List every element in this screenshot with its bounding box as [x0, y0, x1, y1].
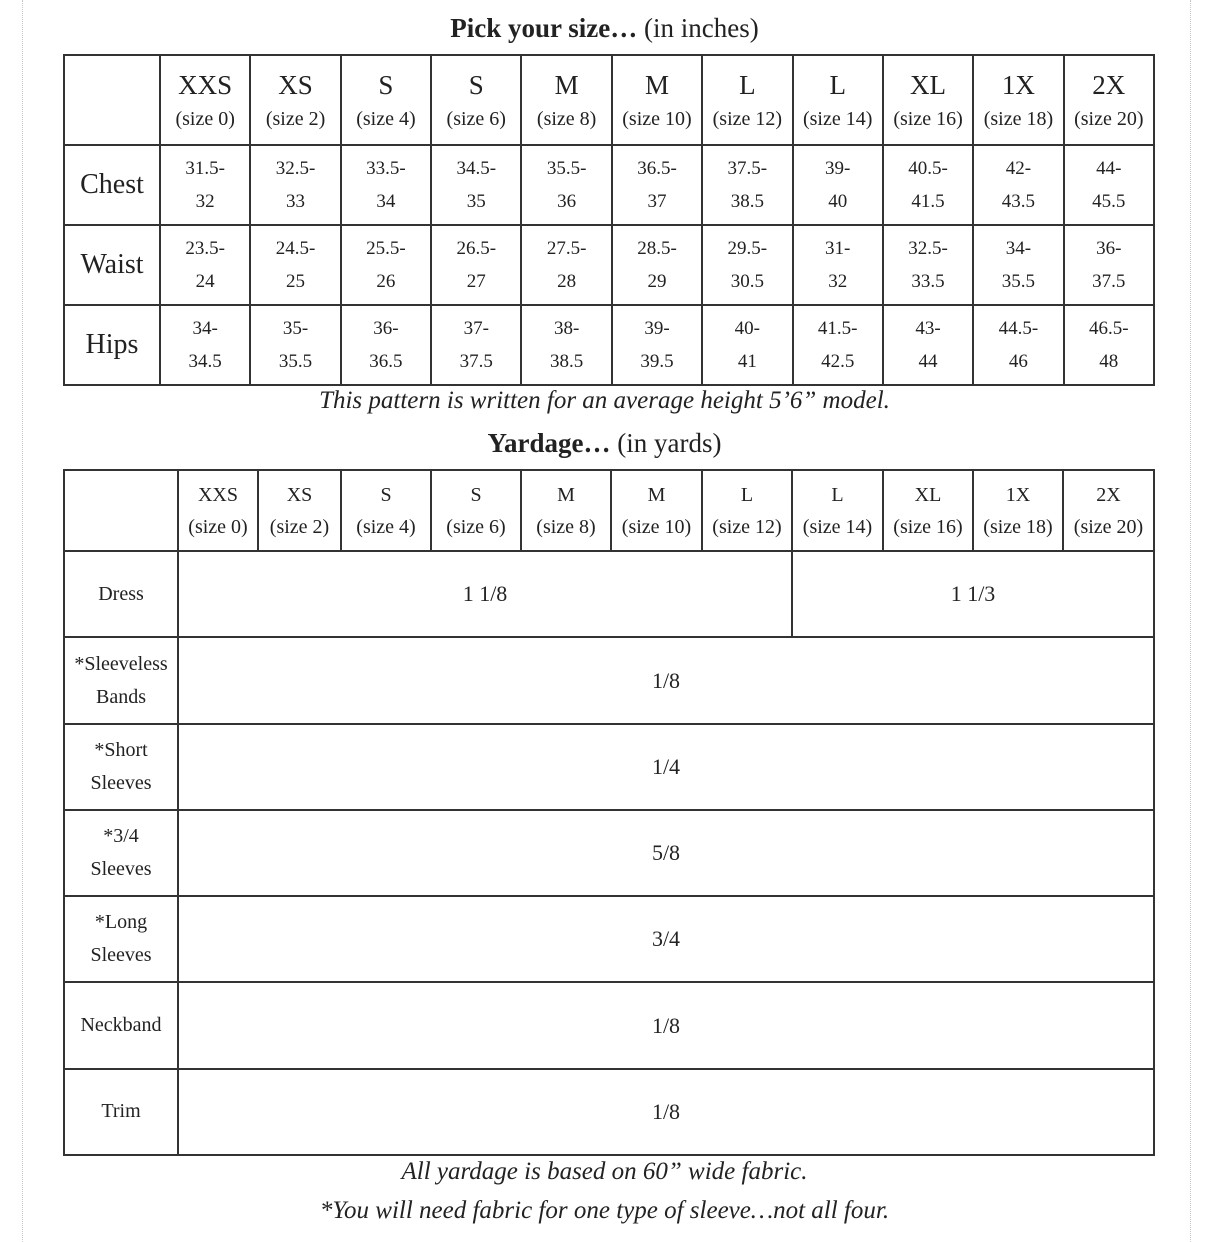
yardage-row-label-line: *Long [94, 911, 148, 934]
measurement-cell [702, 305, 792, 385]
yardage-note-fabric-width: All yardage is based on 60” wide fabric. [401, 1158, 808, 1185]
yardage-size-header-cell [431, 470, 521, 551]
measurement-cell [160, 305, 250, 385]
size-number: (size 14) [802, 108, 873, 130]
size-header-cell [973, 55, 1063, 145]
measurement-from: 39- [644, 318, 670, 339]
size-letter: XS [286, 483, 313, 506]
measurement-cell [250, 305, 340, 385]
measurement-to: 30.5 [730, 271, 764, 292]
size-header-cell [250, 55, 340, 145]
measurement-to: 35.5 [278, 351, 313, 372]
yardage-row [64, 637, 1154, 723]
yardage-size-header-cell [521, 470, 611, 551]
yardage-row-label-line: *3/4 [103, 825, 139, 848]
yardage-row [64, 724, 1154, 810]
measurement-to: 46 [1008, 351, 1028, 372]
measurement-cell [793, 145, 883, 225]
yardage-size-header-cell [258, 470, 341, 551]
measurement-from: 42- [1005, 158, 1032, 179]
measurement-to: 37 [647, 191, 667, 212]
measurement-from: 25.5- [366, 238, 406, 259]
measurement-cell [793, 225, 883, 305]
measurement-to: 39.5 [640, 351, 674, 372]
measurement-cell [160, 145, 250, 225]
size-letter: L [740, 483, 754, 506]
measurement-label: Chest [64, 145, 160, 225]
measurement-cell [612, 305, 702, 385]
measurement-to: 29 [647, 271, 667, 292]
measurement-from: 46.5- [1088, 318, 1129, 339]
measurement-to: 41.5 [911, 191, 945, 212]
yardage-row-label [64, 982, 178, 1068]
measurement-from: 24.5- [275, 238, 316, 259]
size-letter: L [829, 70, 846, 100]
yardage-row-label [64, 896, 178, 982]
size-letter: S [468, 70, 484, 100]
measurement-from: 44.5- [998, 318, 1039, 339]
measurement-cell [612, 145, 702, 225]
size-letter: XL [910, 70, 947, 100]
size-letter: M [557, 483, 575, 506]
measurement-to: 33 [286, 191, 306, 212]
size-chart-title [0, 13, 1209, 43]
measurement-from: 34- [1005, 238, 1032, 259]
measurement-cell [1064, 225, 1154, 305]
measurement-cell [160, 225, 250, 305]
size-number: (size 12) [712, 515, 782, 538]
measurement-cell [1064, 305, 1154, 385]
yardage-row-label [64, 1069, 178, 1155]
measurement-label: Waist [64, 225, 160, 305]
measurement-cell [973, 225, 1063, 305]
yardage-row-label-line: Neckband [80, 1014, 162, 1037]
yardage-table [63, 469, 1155, 1156]
size-letter: XS [278, 70, 313, 100]
left-page-edge [22, 0, 23, 1242]
size-chart-note: This pattern is written for an average height 5’6” model. [319, 387, 890, 414]
measurement-cell [341, 225, 431, 305]
yardage-row-label-line: Trim [101, 1100, 141, 1123]
size-number: (size 12) [712, 108, 783, 130]
size-letter: L [739, 70, 756, 100]
yardage-row-label-line: Sleeves [90, 944, 152, 967]
measurement-to: 38.5 [730, 191, 764, 212]
yardage-title [0, 428, 1209, 458]
size-letter: 2X [1092, 70, 1126, 100]
yardage-row-label [64, 724, 178, 810]
measurement-cell [883, 225, 973, 305]
yardage-size-header-cell [1063, 470, 1154, 551]
measurement-cell [702, 225, 792, 305]
measurement-cell [793, 305, 883, 385]
size-number: (size 18) [983, 515, 1053, 538]
yardage-row [64, 982, 1154, 1068]
size-chart-table [63, 54, 1155, 386]
measurement-from: 26.5- [456, 238, 497, 259]
yardage-size-header-cell [973, 470, 1063, 551]
yardage-row-label-line: Sleeves [90, 771, 152, 794]
size-header-cell [1064, 55, 1154, 145]
measurement-from: 31.5- [185, 158, 225, 179]
yardage-amount: 1/8 [178, 982, 1154, 1068]
size-letter: S [470, 483, 482, 506]
measurement-from: 29.5- [727, 238, 768, 259]
size-number: (size 20) [1073, 515, 1144, 538]
measurement-from: 40.5- [908, 158, 948, 179]
yardage-row-label-line: Bands [96, 685, 146, 708]
measurement-cell [431, 305, 521, 385]
measurement-to: 25 [286, 271, 306, 292]
size-letter: M [647, 483, 666, 506]
size-letter: S [380, 483, 392, 506]
size-letter: XXS [197, 483, 238, 506]
yardage-size-header-cell [702, 470, 792, 551]
yardage-amount: 3/4 [178, 896, 1154, 982]
size-letter: XL [914, 483, 942, 506]
size-number: (size 4) [356, 108, 416, 130]
measurement-cell [521, 225, 611, 305]
measurement-from: 37- [463, 318, 489, 339]
size-number: (size 14) [802, 515, 873, 538]
yardage-row-label [64, 810, 178, 896]
measurement-to: 34 [376, 191, 396, 212]
yardage-header-corner [64, 470, 178, 551]
measurement-from: 44- [1096, 158, 1122, 179]
measurement-to: 37.5 [459, 351, 493, 372]
size-number: (size 8) [536, 515, 596, 538]
size-header-cell [341, 55, 431, 145]
yardage-row-label-line: *Short [94, 738, 148, 761]
size-letter: 1X [1005, 483, 1031, 506]
yardage-size-header-cell [883, 470, 973, 551]
yardage-header-row [64, 470, 1154, 551]
measurement-cell [431, 145, 521, 225]
yardage-amount: 5/8 [178, 810, 1154, 896]
right-page-edge [1190, 0, 1191, 1242]
yardage-row [64, 896, 1154, 982]
size-number: (size 0) [188, 515, 248, 538]
measurement-cell [973, 305, 1063, 385]
measurement-from: 39- [825, 158, 851, 179]
measurement-from: 32.5- [275, 158, 316, 179]
yardage-title-bold: Yardage… [487, 428, 611, 458]
size-number: (size 20) [1074, 108, 1144, 130]
measurement-to: 32 [195, 191, 215, 212]
size-number: (size 2) [265, 108, 326, 130]
size-number: (size 18) [983, 108, 1054, 130]
size-number: (size 6) [446, 515, 506, 538]
size-number: (size 6) [446, 108, 506, 130]
yardage-size-header-cell [611, 470, 702, 551]
measurement-from: 43- [915, 318, 941, 339]
measurement-from: 36- [373, 318, 399, 339]
measurement-to: 24 [195, 271, 215, 292]
measurement-to: 44 [918, 351, 938, 372]
size-header-corner [64, 55, 160, 145]
measurement-to: 36.5 [369, 351, 403, 372]
measurement-to: 26 [376, 271, 396, 292]
measurement-cell [883, 145, 973, 225]
size-chart-title-bold: Pick your size… [450, 13, 638, 43]
measurement-to: 27 [466, 271, 486, 292]
size-number: (size 10) [622, 108, 692, 130]
measurement-cell [973, 145, 1063, 225]
measurement-cell [431, 225, 521, 305]
measurement-to: 45.5 [1092, 191, 1126, 212]
measurement-cell [341, 145, 431, 225]
measurement-from: 34.5- [456, 158, 497, 179]
size-letter: 1X [1001, 70, 1035, 100]
measurement-to: 36 [557, 191, 577, 212]
measurement-from: 23.5- [185, 238, 225, 259]
size-header-cell [883, 55, 973, 145]
size-letter: S [378, 70, 394, 100]
measurement-cell [702, 145, 792, 225]
size-number: (size 16) [893, 108, 963, 130]
measurement-to: 34.5 [188, 351, 222, 372]
measurement-to: 37.5 [1092, 271, 1126, 292]
yardage-row-label-line: *Sleeveless [74, 652, 168, 675]
measurement-from: 38- [553, 318, 580, 339]
measurement-from: 35- [282, 318, 309, 339]
measurement-cell [1064, 145, 1154, 225]
yardage-row-label-line: Sleeves [90, 858, 152, 881]
measurement-to: 43.5 [1001, 191, 1036, 212]
yardage-amount: 1/8 [178, 1069, 1154, 1155]
measurement-to: 35.5 [1001, 271, 1036, 292]
size-number: (size 0) [175, 108, 235, 130]
size-number: (size 4) [356, 515, 416, 538]
measurement-cell [612, 225, 702, 305]
size-chart-title-unit: (in inches) [644, 13, 759, 43]
size-header-cell [431, 55, 521, 145]
measurement-row-chest [64, 145, 1154, 225]
measurement-to: 41 [737, 351, 757, 372]
measurement-from: 33.5- [366, 158, 406, 179]
yardage-size-header-cell [178, 470, 258, 551]
size-number: (size 10) [621, 515, 692, 538]
size-number: (size 2) [269, 515, 330, 538]
size-number: (size 8) [536, 108, 597, 130]
dress-yardage-large-sizes: 1 1/3 [792, 551, 1154, 637]
size-header-cell [612, 55, 702, 145]
measurement-to: 48 [1099, 351, 1119, 372]
size-header-cell [793, 55, 883, 145]
size-letter: XXS [178, 70, 233, 100]
measurement-cell [521, 145, 611, 225]
yardage-row [64, 1069, 1154, 1155]
yardage-row-dress [64, 551, 1154, 637]
measurement-row-hips [64, 305, 1154, 385]
measurement-to: 32 [828, 271, 848, 292]
size-header-cell [702, 55, 792, 145]
measurement-to: 33.5 [911, 271, 945, 292]
measurement-cell [250, 225, 340, 305]
measurement-from: 35.5- [546, 158, 587, 179]
size-header-row [64, 55, 1154, 145]
measurement-from: 37.5- [727, 158, 768, 179]
measurement-to: 42.5 [821, 351, 855, 372]
measurement-row-waist [64, 225, 1154, 305]
measurement-cell [341, 305, 431, 385]
measurement-label: Hips [64, 305, 160, 385]
measurement-from: 40- [734, 318, 760, 339]
size-letter: L [831, 483, 844, 506]
measurement-to: 35 [466, 191, 486, 212]
size-letter: M [644, 70, 669, 100]
size-header-cell [521, 55, 611, 145]
dress-yardage-small-sizes: 1 1/8 [178, 551, 792, 637]
size-header-cell [160, 55, 250, 145]
yardage-size-header-cell [792, 470, 883, 551]
measurement-from: 36- [1096, 238, 1122, 259]
measurement-from: 34- [192, 318, 218, 339]
measurement-from: 27.5- [546, 238, 587, 259]
measurement-from: 32.5- [908, 238, 948, 259]
measurement-to: 28 [557, 271, 577, 292]
yardage-amount: 1/8 [178, 637, 1154, 723]
measurement-cell [521, 305, 611, 385]
size-number: (size 16) [893, 515, 963, 538]
yardage-amount: 1/4 [178, 724, 1154, 810]
measurement-cell [883, 305, 973, 385]
size-letter: M [554, 70, 579, 100]
measurement-from: 31- [825, 238, 851, 259]
yardage-note-sleeves: *You will need fabric for one type of sleeve…not all four. [319, 1197, 890, 1224]
yardage-row [64, 810, 1154, 896]
yardage-size-header-cell [341, 470, 431, 551]
yardage-row-label: Dress [64, 551, 178, 637]
measurement-from: 28.5- [637, 238, 677, 259]
measurement-to: 40 [828, 191, 848, 212]
measurement-from: 36.5- [637, 158, 677, 179]
measurement-cell [250, 145, 340, 225]
yardage-row-label [64, 637, 178, 723]
measurement-to: 38.5 [549, 351, 584, 372]
yardage-title-unit: (in yards) [617, 428, 722, 458]
size-letter: 2X [1096, 483, 1121, 506]
measurement-from: 41.5- [817, 318, 858, 339]
